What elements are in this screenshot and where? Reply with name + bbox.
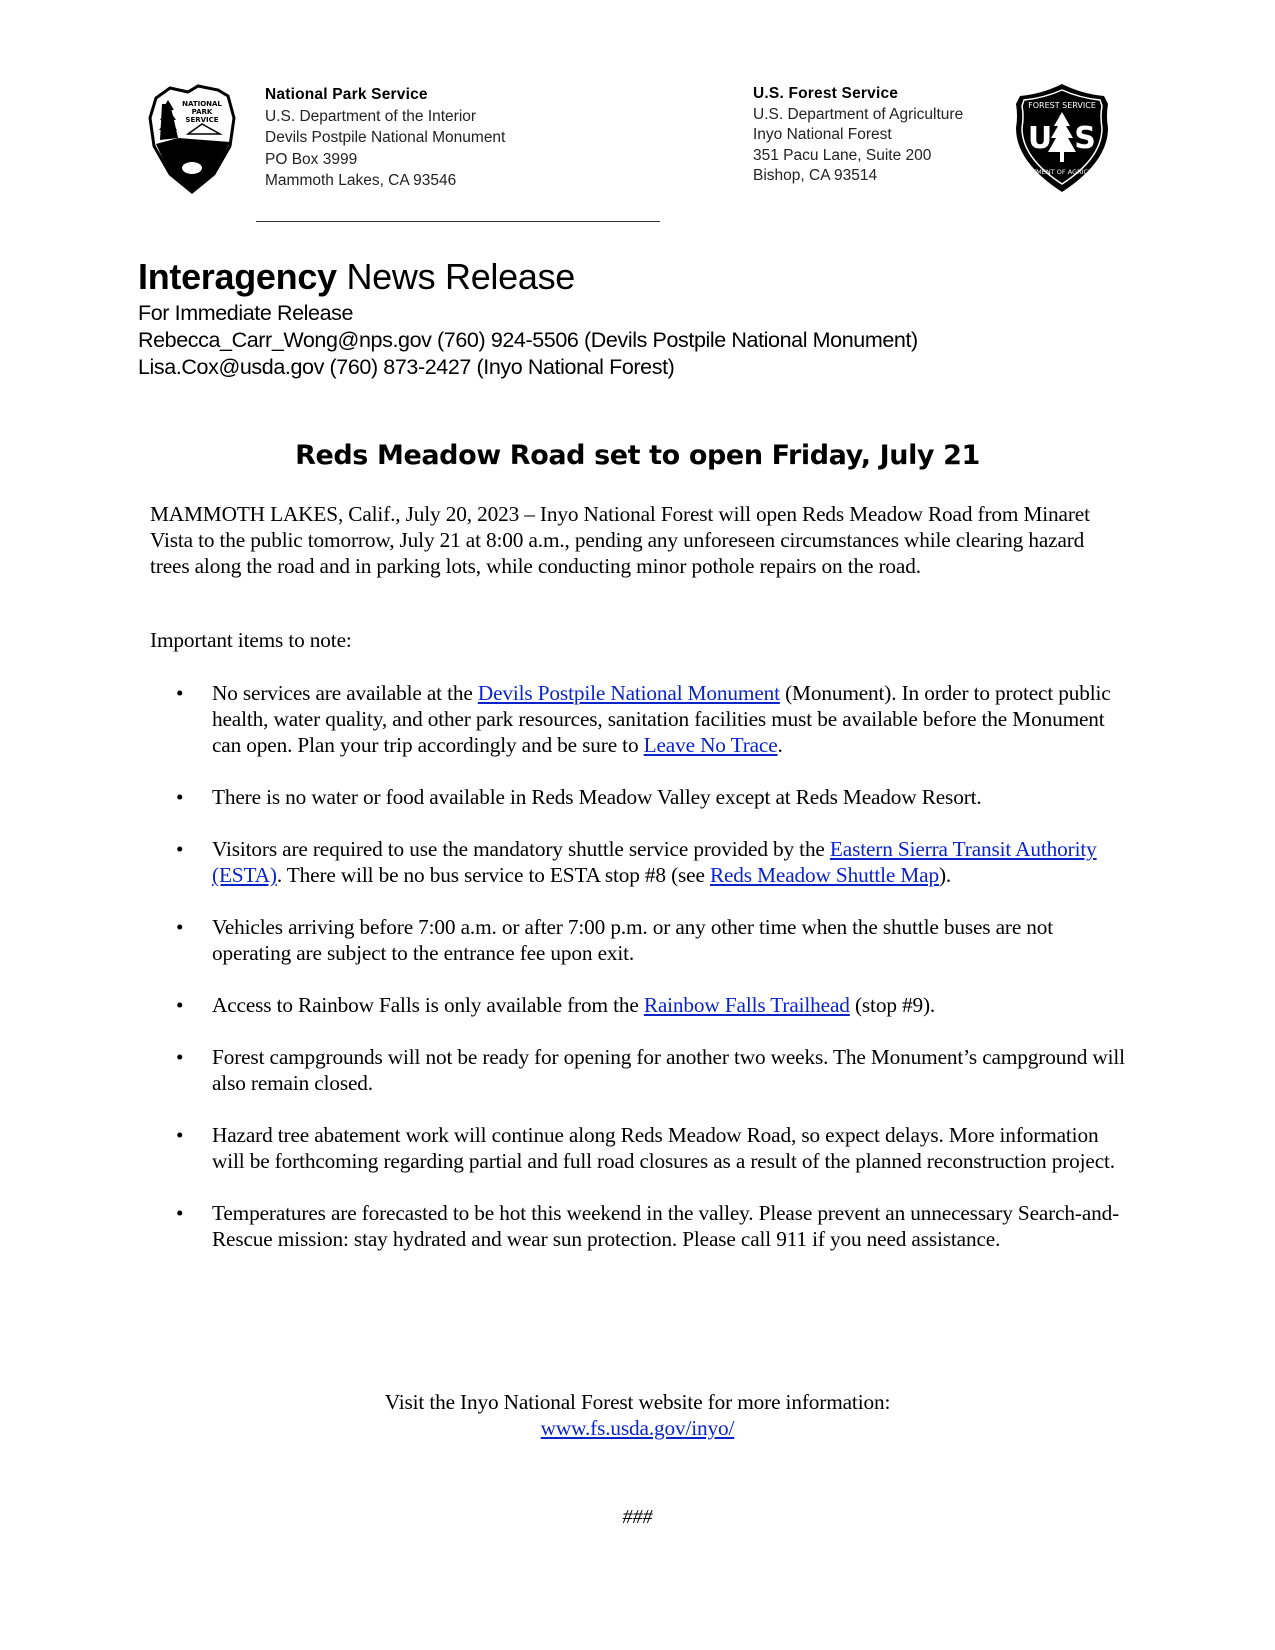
leave-no-trace-link[interactable]: Leave No Trace bbox=[643, 733, 778, 757]
nps-address-line: U.S. Department of the Interior bbox=[265, 107, 477, 125]
item-text: . There will be no bus service to ESTA stop #8 (see bbox=[276, 863, 710, 887]
item-text: There is no water or food available in Reds Meadow Valley except at Reds Meadow Resort. bbox=[212, 785, 982, 809]
list-item bbox=[150, 992, 1130, 1018]
bullet-icon: • bbox=[176, 1045, 184, 1069]
bullet-icon: • bbox=[176, 915, 184, 939]
bullet-icon: • bbox=[176, 993, 184, 1017]
list-item bbox=[150, 680, 1130, 758]
item-text: Visitors are required to use the mandatory shuttle service provided by the bbox=[212, 837, 830, 861]
release-meta bbox=[138, 300, 918, 381]
usfs-agency-name: U.S. Forest Service bbox=[753, 85, 899, 102]
visit-section bbox=[0, 1389, 1275, 1441]
shuttle-map-link[interactable]: Reds Meadow Shuttle Map bbox=[709, 863, 939, 887]
list-item bbox=[150, 784, 1130, 810]
release-title bbox=[138, 256, 575, 298]
visit-text: Visit the Inyo National Forest website for more information: bbox=[384, 1390, 891, 1414]
item-text: . bbox=[777, 733, 783, 757]
release-contact: Rebecca_Carr_Wong@nps.gov (760) 924-5506 (Devils Postpile National Monument) bbox=[138, 328, 918, 352]
usfs-logo-text: U bbox=[1027, 121, 1053, 156]
item-text: No services are available at the bbox=[212, 681, 478, 705]
devils-postpile-link[interactable]: Devils Postpile National Monument bbox=[477, 681, 780, 705]
nps-logo-text: NATIONAL bbox=[182, 100, 222, 108]
usfs-logo-text: S bbox=[1074, 121, 1096, 156]
usfs-shield-logo-icon bbox=[1012, 82, 1112, 194]
esta-link[interactable]: Eastern Sierra Transit Authority (ESTA) bbox=[212, 837, 1097, 887]
release-contact: Lisa.Cox@usda.gov (760) 873-2427 (Inyo National Forest) bbox=[138, 355, 675, 379]
lead-paragraph: MAMMOTH LAKES, Calif., July 20, 2023 – Inyo National Forest will open Reds Meadow Road from Minaret Vista to the public tomorrow, July 21 at 8:00 a.m., pending any unforeseen circumstances while clearing hazard trees along the road and in parking lots, while conducting minor pothole repairs on the road. bbox=[150, 502, 1090, 578]
usfs-logo-text: FOREST SERVICE bbox=[1028, 101, 1096, 110]
usfs-logo-text: DEPARTMENT OF AGRICULTURE bbox=[1012, 168, 1112, 176]
bullet-icon: • bbox=[176, 1201, 184, 1225]
item-text: Access to Rainbow Falls is only available from the bbox=[212, 993, 644, 1017]
list-item bbox=[150, 914, 1130, 966]
usfs-address-line: Bishop, CA 93514 bbox=[753, 167, 878, 184]
list-item bbox=[150, 1200, 1130, 1252]
notes-list bbox=[150, 680, 1130, 1278]
item-text: Hazard tree abatement work will continue along Reds Meadow Road, so expect delays. More information will be forthcoming regarding partial and full road closures as a result of the planned reconstruction project. bbox=[212, 1123, 1115, 1173]
list-item bbox=[150, 1122, 1130, 1174]
item-text: ). bbox=[938, 863, 952, 887]
bullet-icon: • bbox=[176, 785, 184, 809]
bullet-icon: • bbox=[176, 837, 184, 861]
item-text: (stop #9). bbox=[849, 993, 936, 1017]
letterhead-divider bbox=[256, 221, 660, 222]
nps-address-line: Devils Postpile National Monument bbox=[265, 129, 506, 146]
nps-logo-text: PARK bbox=[191, 108, 213, 116]
bullet-icon: • bbox=[176, 681, 184, 705]
usfs-address-line: Inyo National Forest bbox=[753, 126, 892, 143]
usfs-address-block bbox=[753, 84, 963, 187]
nps-arrowhead-logo-icon bbox=[148, 84, 236, 194]
nps-agency-name: National Park Service bbox=[265, 86, 428, 103]
item-text: Forest campgrounds will not be ready for opening for another two weeks. The Monument’s campground will also remain closed. bbox=[212, 1045, 1125, 1095]
release-immediacy: For Immediate Release bbox=[138, 301, 354, 325]
end-mark: ### bbox=[622, 1506, 653, 1528]
list-item bbox=[150, 1044, 1130, 1096]
list-item bbox=[150, 836, 1130, 888]
usfs-address-line: 351 Pacu Lane, Suite 200 bbox=[753, 146, 932, 164]
item-text: Vehicles arriving before 7:00 a.m. or after 7:00 p.m. or any other time when the shuttle buses are not operating are subject to the entrance fee upon exit. bbox=[212, 915, 1054, 965]
item-text: (Monument). In order to protect public health, water quality, and other park resources, sanitation facilities must be available before the Monument can open. Plan your trip accordingly and be sure to bbox=[212, 681, 1111, 757]
item-text: Temperatures are forecasted to be hot this weekend in the valley. Please prevent an unnecessary Search-and-Rescue mission: stay hydrated and wear sun protection. Please call 911 if you need assistance. bbox=[212, 1201, 1120, 1251]
release-title-bold: Interagency bbox=[138, 256, 337, 297]
inyo-website-link[interactable]: www.fs.usda.gov/inyo/ bbox=[540, 1416, 735, 1440]
rainbow-falls-trailhead-link[interactable]: Rainbow Falls Trailhead bbox=[643, 993, 850, 1017]
headline: Reds Meadow Road set to open Friday, July 21 bbox=[295, 440, 980, 471]
nps-logo-text: SERVICE bbox=[185, 116, 219, 124]
notes-intro: Important items to note: bbox=[150, 628, 352, 652]
nps-address-line: Mammoth Lakes, CA 93546 bbox=[265, 172, 457, 189]
nps-address-line: PO Box 3999 bbox=[265, 150, 358, 168]
release-title-rest: News Release bbox=[336, 256, 575, 297]
usfs-address-line: U.S. Department of Agriculture bbox=[753, 105, 964, 123]
bullet-icon: • bbox=[176, 1123, 184, 1147]
nps-address-block bbox=[265, 84, 505, 192]
